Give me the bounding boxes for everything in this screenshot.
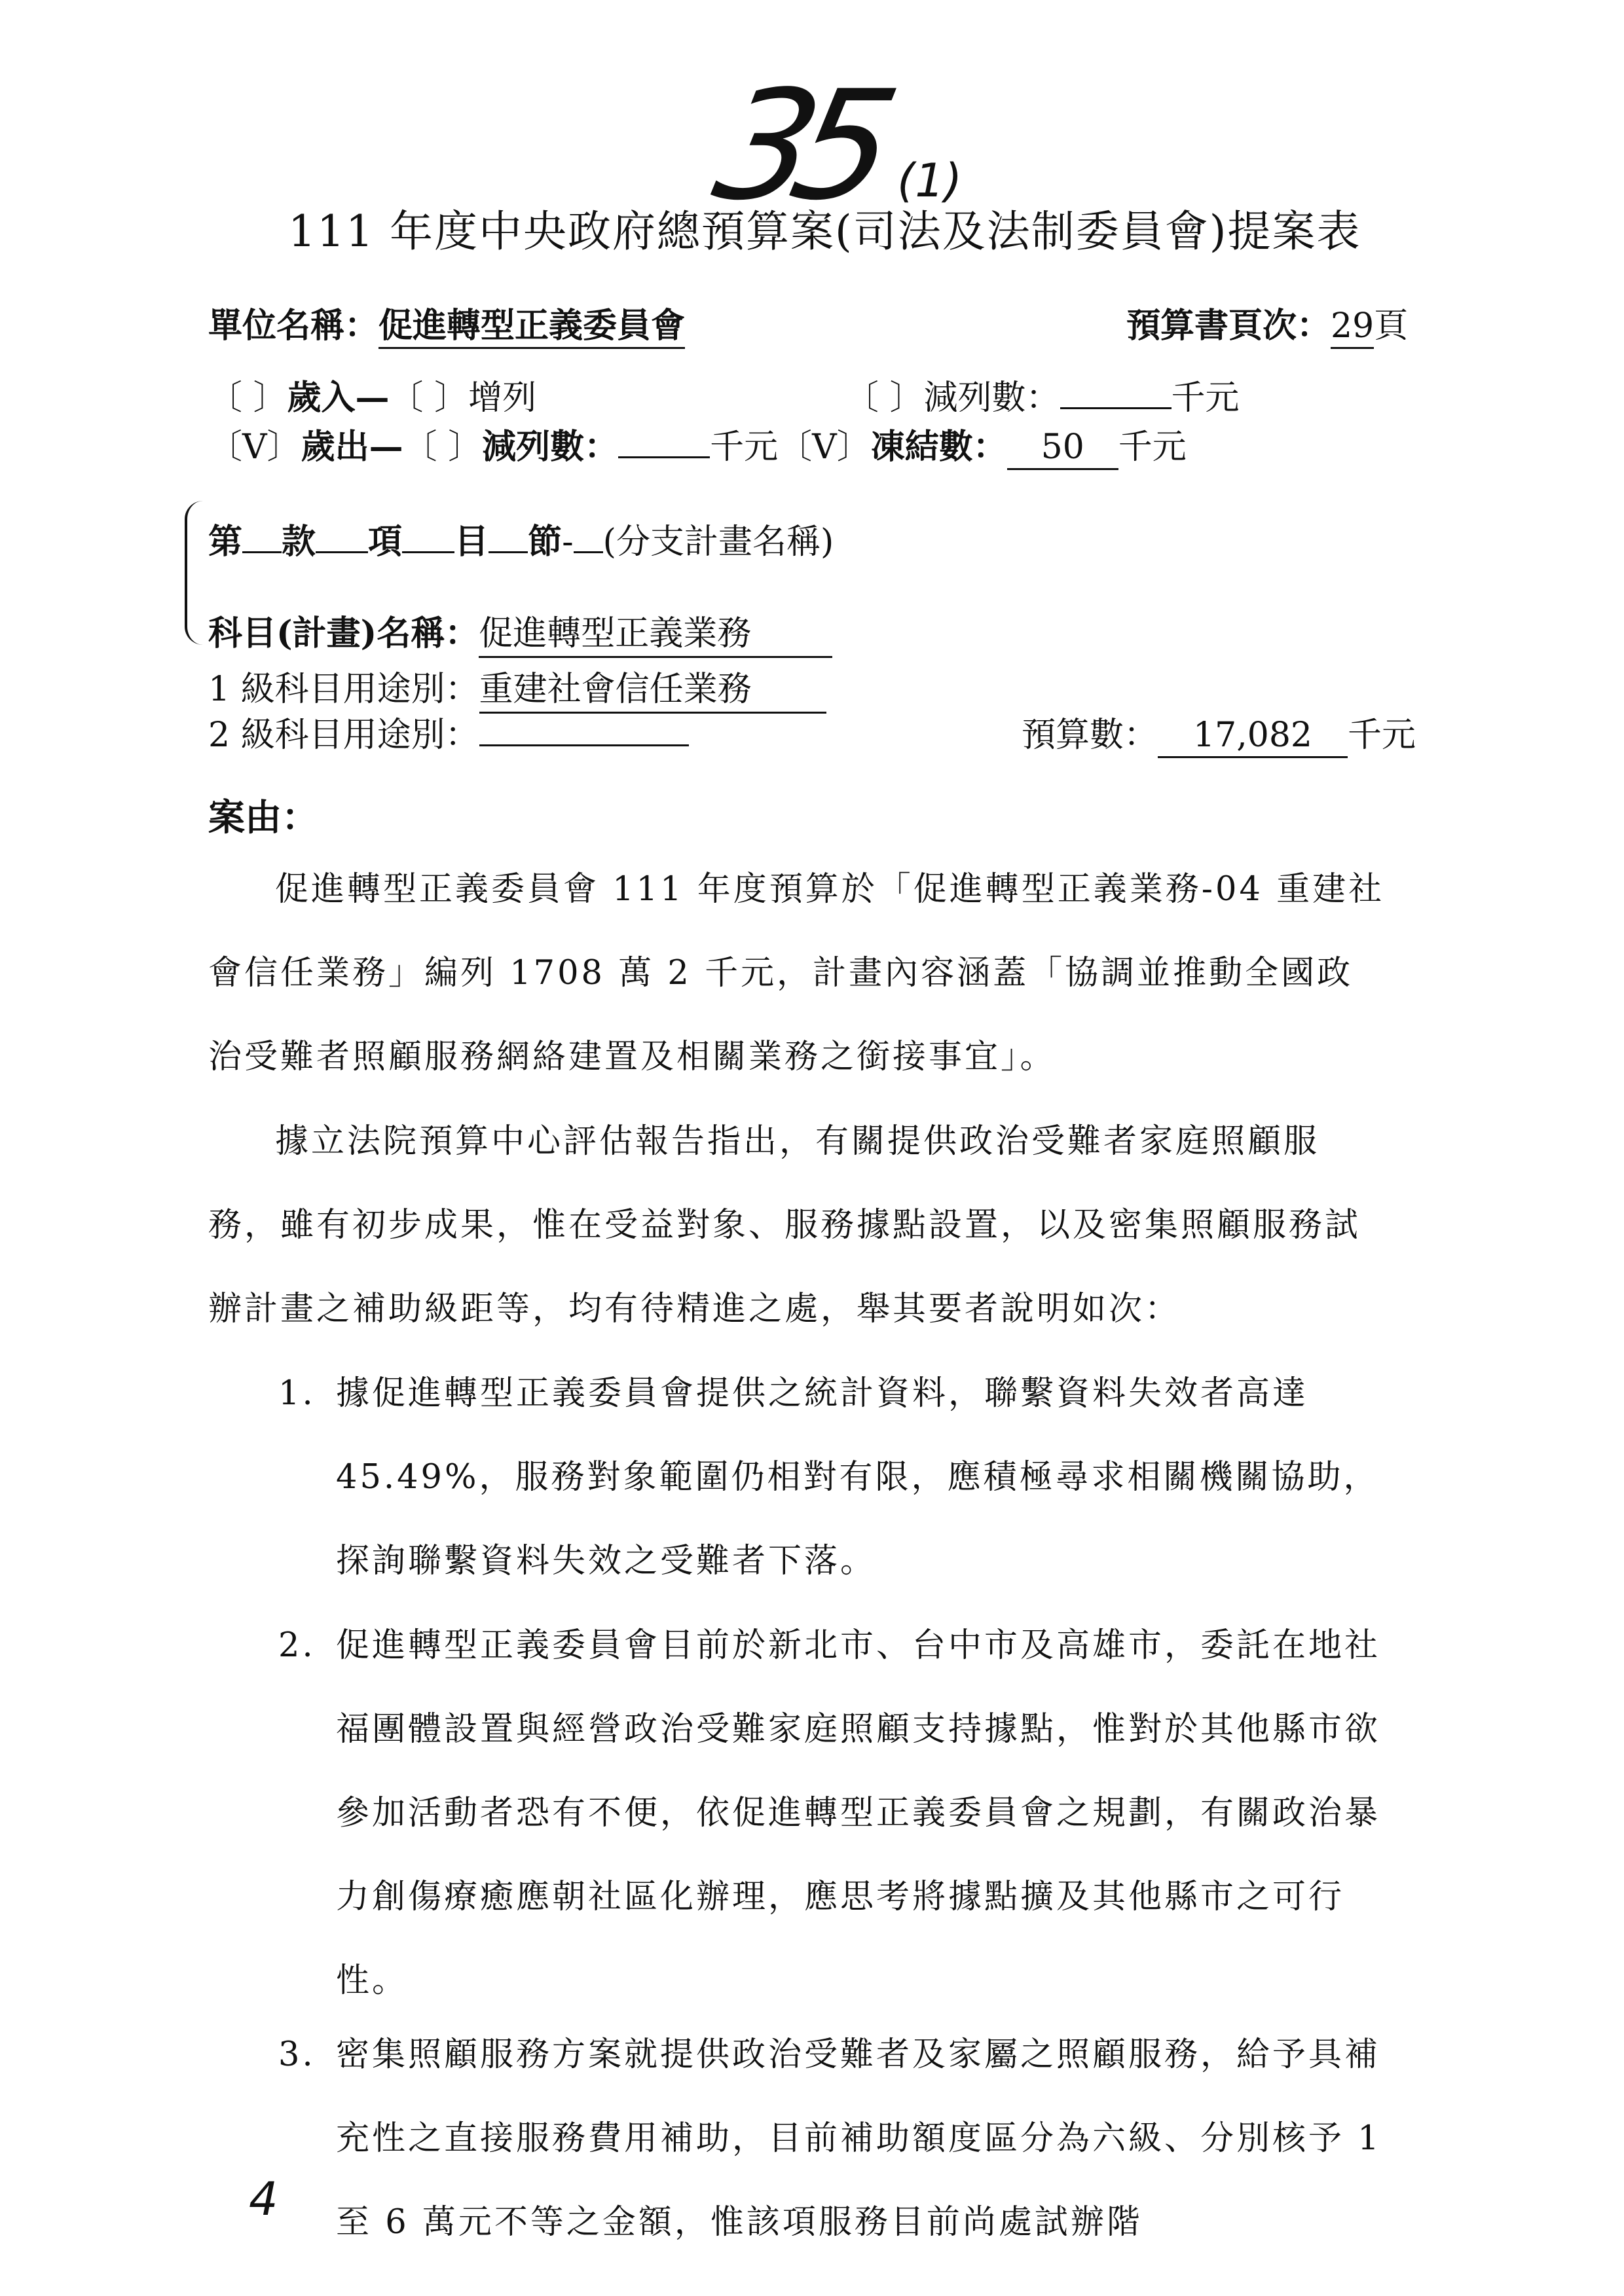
kuan-blank bbox=[242, 519, 282, 553]
revenue-increase-checkbox: 〔 〕 bbox=[389, 378, 469, 418]
kuan-label: 第 bbox=[208, 522, 243, 562]
unit-row bbox=[208, 298, 685, 347]
expenditure-freeze-unit: 千元 bbox=[1118, 428, 1187, 467]
level2-blank bbox=[479, 712, 689, 746]
expenditure-reduce-blank bbox=[618, 424, 710, 458]
expenditure-checkbox: 〔V〕 bbox=[208, 428, 301, 467]
revenue-increase-label: 增列 bbox=[468, 378, 537, 418]
branch-blank bbox=[574, 519, 603, 553]
level1-label: 1 級科目用途別： bbox=[208, 670, 479, 709]
list-item-number: 1. bbox=[278, 1374, 316, 1413]
expenditure-label: 歲出— bbox=[301, 427, 403, 467]
expenditure-reduce-label: 減列數： bbox=[482, 427, 619, 467]
revenue-checkbox: 〔 〕 bbox=[208, 378, 287, 418]
expenditure-freeze-checkbox: 〔V〕 bbox=[778, 428, 871, 467]
branch-label: (分支計畫名稱) bbox=[602, 522, 834, 562]
budget-page-suffix: 頁 bbox=[1374, 306, 1409, 346]
xiang-label: 項 bbox=[368, 522, 403, 562]
list-item-text: 密集照顧服務方案就提供政治受難者及家屬之照顧服務，給予具補充性之直接服務費用補助，目前補助額度區分為六級、分別核予 1 至 6 萬元不等之金額，惟該項服務目前尚處試辦階 bbox=[336, 2035, 1382, 2242]
budget-amount-row bbox=[1022, 707, 1416, 758]
budget-page-label: 預算書頁次： bbox=[1126, 306, 1331, 346]
handwritten-margin-note: 4 bbox=[249, 2172, 278, 2226]
list-item-text: 據促進轉型正義委員會提供之統計資料，聯繫資料失效者高達45.49%，服務對象範圍仍相對有限，應積極尋求相關機關協助，探詢聯繫資料失效之受難者下落。 bbox=[336, 1374, 1380, 1580]
cause-heading: 案由： bbox=[208, 796, 318, 839]
budget-amount-value: 17,082 bbox=[1158, 716, 1348, 758]
revenue-label: 歲入— bbox=[287, 378, 390, 418]
list-item-2 bbox=[278, 1604, 1392, 2023]
xiang-blank bbox=[316, 519, 368, 553]
list-item-number: 3. bbox=[278, 2035, 316, 2074]
budget-amount-unit: 千元 bbox=[1348, 716, 1416, 755]
expenditure-freeze-label: 凍結數： bbox=[870, 427, 1007, 467]
budget-amount-label: 預算數： bbox=[1022, 716, 1158, 755]
subject-label: 科目(計畫)名稱： bbox=[208, 613, 479, 653]
classification-row bbox=[208, 514, 834, 563]
expenditure-reduce-unit: 千元 bbox=[710, 428, 779, 467]
budget-page-value: 29 bbox=[1331, 306, 1374, 349]
level1-row bbox=[208, 661, 826, 714]
revenue-reduce-checkbox: 〔 〕 bbox=[845, 378, 924, 418]
level2-row bbox=[208, 707, 689, 756]
budget-page-row bbox=[1126, 298, 1408, 347]
revenue-reduce-label: 減列數： bbox=[923, 378, 1060, 418]
handwritten-page-subnumber: (1) bbox=[897, 154, 963, 208]
jie-label: 節 bbox=[528, 522, 563, 562]
jie-blank bbox=[489, 519, 528, 553]
subject-value: 促進轉型正義業務 bbox=[479, 606, 832, 658]
list-item-text: 促進轉型正義委員會目前於新北市、台中市及高雄市，委託在地社福團體設置與經營政治受難家庭照顧支持據點，惟對於其他縣市欲參加活動者恐有不便，依促進轉型正義委員會之規劃，有關政治暴力創傷療癒應朝社區化辦理，應思考將據點擴及其他縣市之可行性。 bbox=[336, 1626, 1381, 2000]
unit-value: 促進轉型正義委員會 bbox=[378, 306, 685, 349]
list-item-3 bbox=[278, 2013, 1392, 2265]
jie-dash: - bbox=[562, 522, 574, 562]
document-title: 111 年度中央政府總預算案(司法及法制委員會)提案表 bbox=[288, 206, 1361, 257]
kuan-end-label: 款 bbox=[282, 522, 316, 562]
list-item-1 bbox=[278, 1352, 1392, 1603]
list-item-number: 2. bbox=[278, 1626, 316, 1665]
paragraph-2: 據立法院預算中心評估報告指出，有關提供政治受難者家庭照顧服務，雖有初步成果，惟在受益對象、服務據點設置，以及密集照顧服務試辦計畫之補助級距等，均有待精進之處，舉其要者說明如次： bbox=[208, 1122, 1361, 1328]
mu-blank bbox=[402, 519, 454, 553]
revenue-reduce-blank bbox=[1060, 374, 1172, 409]
expenditure-reduce-checkbox: 〔 〕 bbox=[403, 428, 483, 467]
subject-row bbox=[208, 606, 832, 658]
mu-label: 目 bbox=[454, 522, 489, 562]
classification-brace bbox=[185, 501, 203, 645]
paragraph-1: 促進轉型正義委員會 111 年度預算於「促進轉型正義業務-04 重建社會信任業務」編列 1708 萬 2 千元，計畫內容涵蓋「協調並推動全國政治受難者照顧服務網絡建置及相關業務之銜接事宜」。 bbox=[208, 870, 1385, 1076]
expenditure-freeze-value: 50 bbox=[1007, 428, 1118, 470]
revenue-reduce-unit: 千元 bbox=[1171, 378, 1240, 418]
level2-label: 2 級科目用途別： bbox=[208, 716, 479, 755]
unit-label: 單位名稱： bbox=[208, 306, 379, 346]
expenditure-row bbox=[208, 419, 1187, 470]
revenue-reduce-row bbox=[845, 370, 1240, 419]
level1-value: 重建社會信任業務 bbox=[479, 661, 826, 714]
revenue-row bbox=[208, 370, 536, 419]
handwritten-page-number: 35 bbox=[701, 59, 892, 234]
